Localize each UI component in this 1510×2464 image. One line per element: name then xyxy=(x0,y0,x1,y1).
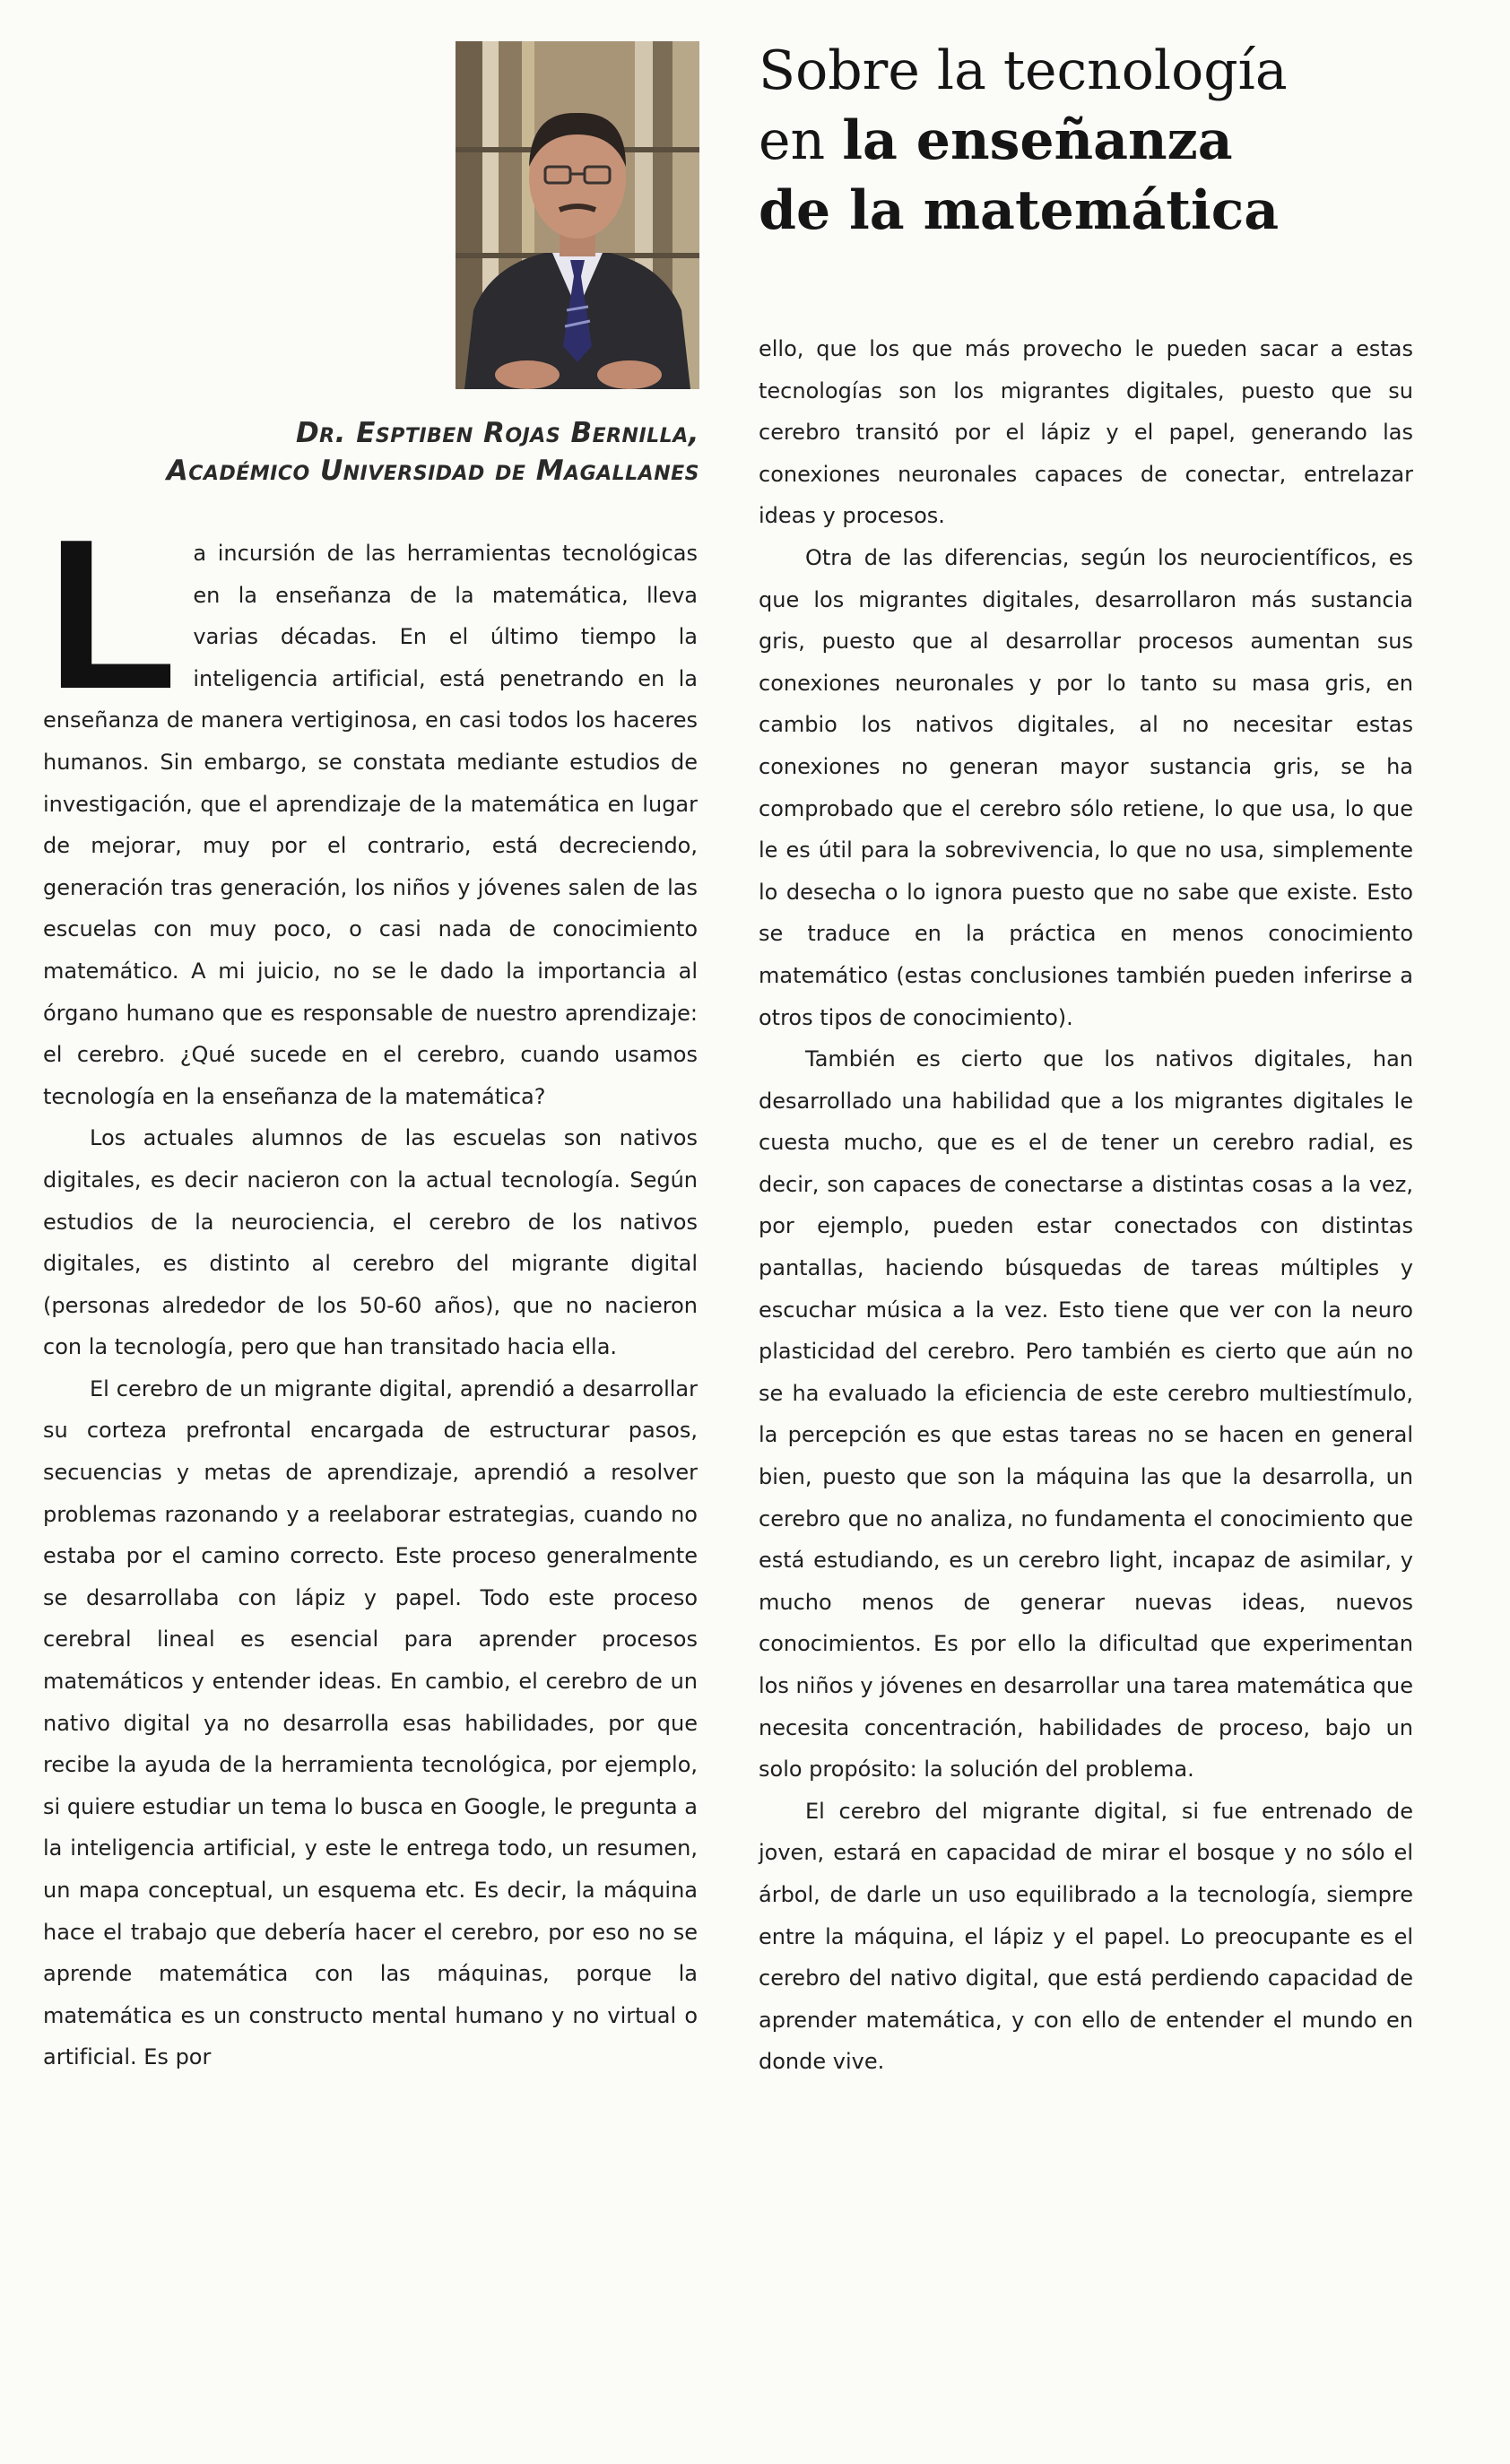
headline-line-2-regular: en xyxy=(759,109,826,172)
article-left-column xyxy=(43,496,698,2078)
headline-line-3: de la matemática xyxy=(759,179,1280,242)
paragraph-intro xyxy=(43,496,698,1117)
author-photo xyxy=(456,41,699,389)
drop-cap: L xyxy=(47,496,178,733)
paragraph: El cerebro del migrante digital, si fue entrenado de joven, estará en capacidad de mirar el bosque y no sólo el árbol, de darle un uso equilibrado a la tecnología, siempre entre la máquina, el lápiz y el papel. Lo preocupante es el cerebro del nativo digital, que está perdiendo capacidad de aprender matemática, y con ello de entender el mundo en donde vive. xyxy=(759,1798,1413,2075)
headline-line-2-bold: la enseñanza xyxy=(842,109,1233,172)
paragraph: El cerebro de un migrante digital, aprendió a desarrollar su corteza prefrontal encargada de estructurar pasos, secuencias y metas de aprendizaje, aprendió a resolver problemas razonando y a reelaborar estrategias, cuando no estaba por el camino correcto. Este proceso generalmente se desarrollaba con lápiz y papel. Todo este proceso cerebral lineal es esencial para aprender procesos matemáticos y entender ideas. En cambio, el cerebro de un nativo digital ya no desarrolla esas habilidades, por que recibe la ayuda de la herramienta tecnológica, por ejemplo, si quiere estudiar un tema lo busca en Google, le pregunta a la inteligencia artificial, y este le entrega todo, un resumen, un mapa conceptual, un esquema etc. Es decir, la máquina hace el trabajo que debería hacer el cerebro, por eso no se aprende matemática con las máquinas, porque la matemática es un constructo mental humano y no virtual o artificial. Es por xyxy=(43,1375,698,2070)
headline-line-1: Sobre la tecnología xyxy=(759,39,1288,102)
paragraph: Otra de las diferencias, según los neurocientíficos, es que los migrantes digitales, desarrollaron más sustancia gris, puesto que al desarrollar procesos aumentan sus conexiones neuronales y por lo tanto su masa gris, en cambio los nativos digitales, al no necesitar estas conexiones no generan mayor sustancia gris, se ha comprobado que el cerebro sólo retiene, lo que usa, lo que le es útil para la sobrevivencia, lo que no usa, simplemente lo desecha o lo ignora puesto que no sabe que existe. Esto se traduce en la práctica en menos conocimiento matemático (estas conclusiones también pueden inferirse a otros tipos de conocimiento). xyxy=(759,544,1413,1030)
byline xyxy=(54,414,699,490)
article-right-column xyxy=(759,328,1413,2083)
headline-line-2 xyxy=(759,106,1476,176)
author-name: Dr. Esptiben Rojas Bernilla, xyxy=(295,417,699,449)
paragraph: Los actuales alumnos de las escuelas son nativos digitales, es decir nacieron con la actual tecnología. Según estudios de la neurociencia, el cerebro de los nativos digitales, es distinto al cerebro del migrante digital (personas alrededor de los 50-60 años), que no nacieron con la tecnología, pero que han transitado hacia ella. xyxy=(43,1125,698,1360)
paragraph: También es cierto que los nativos digitales, han desarrollado una habilidad que a los migrantes digitales le cuesta mucho, que es el de tener un cerebro radial, es decir, son capaces de conectarse a distintas cosas a la vez, por ejemplo, pueden estar conectados con distintas pantallas, haciendo búsquedas de tareas múltiples y escuchar música a la vez. Esto tiene que ver con la neuro plasticidad del cerebro. Pero también es cierto que aún no se ha evaluado la eficiencia de este cerebro multiestímulo, la percepción es que estas tareas no se hacen en general bien, puesto que son la máquina las que la desarrolla, un cerebro que no analiza, no fundamenta el conocimiento que está estudiando, es un cerebro light, incapaz de asimilar, y mucho menos de generar nuevas ideas, nuevos conocimientos. Es por ello la dificultad que experimentan los niños y jóvenes en desarrollar una tarea matemática que necesita concentración, habilidades de proceso, bajo un solo propósito: la solución del problema. xyxy=(759,1046,1413,1783)
article-headline xyxy=(759,36,1476,246)
author-affiliation: Académico Universidad de Magallanes xyxy=(166,455,699,487)
author-portrait-illustration xyxy=(456,41,699,389)
paragraph-intro-text: a incursión de las herramientas tecnológicas en la enseñanza de la matemática, lleva varias décadas. En el último tiempo la inteligencia artificial, está penetrando en la enseñanza de manera vertiginosa, en casi todos los haceres humanos. Sin embargo, se constata mediante estudios de investigación, que el aprendizaje de la matemática en lugar de mejorar, muy por el contrario, está decreciendo, generación tras generación, los niños y jóvenes salen de las escuelas con muy poco, o casi nada de conocimiento matemático. A mi juicio, no se le dado la importancia al órgano humano que es responsable de nuestro aprendizaje: el cerebro. ¿Qué sucede en el cerebro, cuando usamos tecnología en la enseñanza de la matemática? xyxy=(43,541,698,1109)
paragraph-continued: ello, que los que más provecho le pueden sacar a estas tecnologías son los migrantes digitales, puesto que su cerebro transitó por el lápiz y el papel, generando las conexiones neuronales capaces de conectar, entrelazar ideas y procesos. xyxy=(759,336,1413,529)
